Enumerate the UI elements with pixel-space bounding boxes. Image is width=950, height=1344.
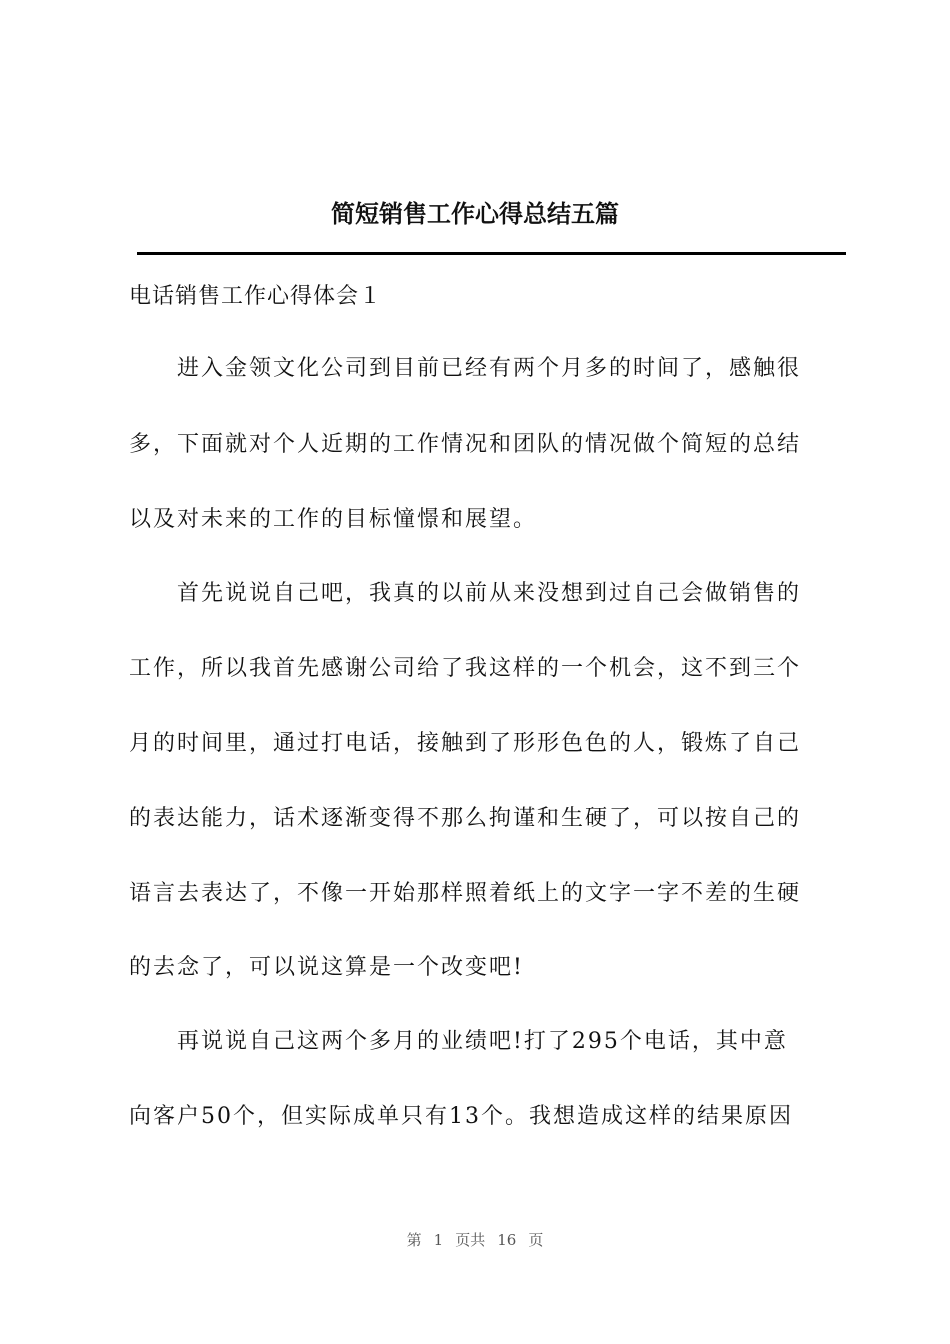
- footer-suffix: 页: [528, 1231, 544, 1249]
- footer-prefix: 第: [406, 1231, 422, 1249]
- footer-page-number: 1: [433, 1231, 444, 1249]
- title-divider: [137, 252, 846, 255]
- footer-total-pages: 16: [497, 1231, 517, 1249]
- body-line: 进入金领文化公司到目前已经有两个月多的时间了，感触很: [129, 356, 802, 381]
- body-line: 月的时间里，通过打电话，接触到了形形色色的人，锻炼了自己: [129, 731, 802, 756]
- body-line: 工作，所以我首先感谢公司给了我这样的一个机会，这不到三个: [129, 656, 802, 681]
- footer-mid: 页共: [455, 1231, 486, 1249]
- body-line: 向客户50个，但实际成单只有13个。我想造成这样的结果原因: [129, 1104, 793, 1129]
- document-title: 简短销售工作心得总结五篇: [331, 199, 619, 228]
- body-line: 再说说自己这两个多月的业绩吧!打了295个电话，其中意: [129, 1029, 788, 1054]
- body-line: 多，下面就对个人近期的工作情况和团队的情况做个简短的总结: [129, 432, 802, 457]
- section-heading: 电话销售工作心得体会１: [129, 284, 383, 309]
- body-line: 以及对未来的工作的目标憧憬和展望。: [129, 507, 538, 532]
- body-line: 的表达能力，话术逐渐变得不那么拘谨和生硬了，可以按自己的: [129, 806, 802, 831]
- body-line: 的去念了，可以说这算是一个改变吧!: [129, 955, 524, 980]
- page-footer: [0, 1229, 950, 1251]
- body-line: 语言去表达了，不像一开始那样照着纸上的文字一字不差的生硬: [129, 881, 802, 906]
- body-line: 首先说说自己吧，我真的以前从来没想到过自己会做销售的: [129, 581, 802, 606]
